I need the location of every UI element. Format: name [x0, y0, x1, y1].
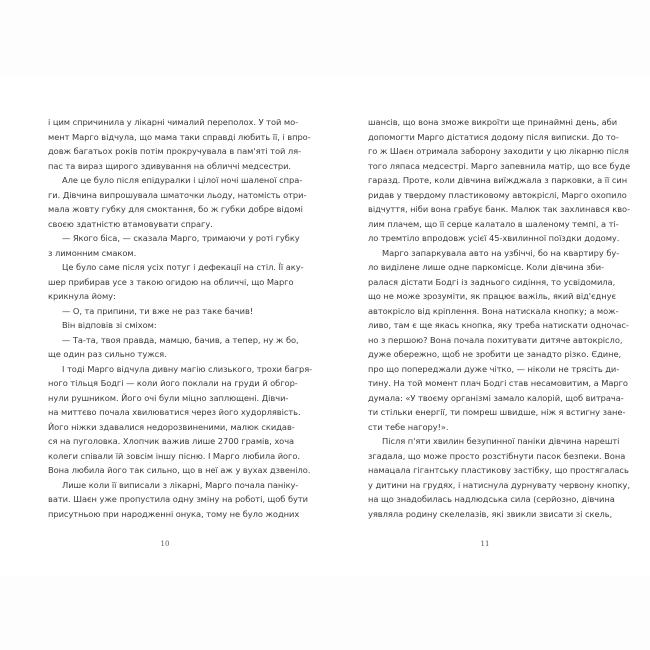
- text-line: ливо, там є ще якась кнопка, яку треба натискати одночас-: [368, 320, 629, 330]
- text-line: шер прибирав усе з такою огидою на обличчі, що Марго: [48, 276, 294, 287]
- text-line: на миттєво почала хвилюватися через його худорлявість.: [48, 407, 301, 417]
- text-line: присутньою при народженні онука, тому не було жодних: [48, 508, 300, 519]
- text-line: лим плачем, що її серце калатало в шаленому темпі, а ті-: [368, 218, 619, 229]
- text-line: Але це було після епідуралки і цілої ночі шаленої спра-: [62, 175, 303, 185]
- text-line: пас та вираз щирого здивування на обличчі медсестри.: [48, 160, 291, 171]
- text-line: ного тільця Бодгі — коли його поклали на груди й обгор-: [48, 378, 298, 388]
- text-line: і цим спричинила у лікарні чималий переполох. У той мо-: [48, 117, 299, 127]
- text-line: но з першою? Вона почала похитувати дитяче автокрісло,: [368, 334, 623, 345]
- text-line: Після п'яти хвилин безупинної паніки дівчина нарешті: [382, 436, 620, 446]
- text-line: дуже обережно, щоб не зробити це занадто різко. Єдине,: [368, 349, 622, 359]
- text-line: гаразд. Проте, коли дівчина виїжджала з парковки, а її син: [368, 175, 628, 185]
- text-line: ралася дістати Бодгі із заднього сидіння, то усвідомила,: [368, 276, 616, 287]
- text-line: ридав у твердому пластиковому автокріслі, Марго охопило: [368, 189, 627, 200]
- bottom-margin-band: [0, 575, 650, 650]
- text-line: ги. Дівчина випрошувала шматочки льоду, натомість отри-: [48, 189, 307, 200]
- text-line: тину. На той момент плач Бодгі став несамовитим, а Марго: [368, 378, 628, 388]
- text-line: Лише коли її виписали з лікарні, Марго почала паніку-: [62, 479, 299, 490]
- left-page-text: [48, 115, 313, 521]
- text-line: Він відповів зі сміхом:: [62, 320, 157, 330]
- text-line: — О, та припини, ти вже не раз таке бачив!: [62, 305, 254, 316]
- text-line: вати. Шаєн уже пропустила одну зміну на роботі, щоб бути: [48, 494, 309, 504]
- page-number-right: 11: [480, 540, 490, 548]
- text-line: того ляпаса медсестрі. Марго запевнила матір, що все буде: [368, 160, 631, 171]
- text-line: у дитини на грудях, і натиснула дурнувату червону кнопку,: [368, 479, 631, 490]
- text-line: уявляла родину скелелазів, які звикли звисати зі скель,: [368, 508, 613, 519]
- top-margin-band: [0, 0, 650, 75]
- text-line: ся на пуголовка. Хлопчик важив лише 2700 грамів, хоча: [48, 436, 295, 446]
- text-line: колеги співали їй зовсім іншу пісню. І Марго любила його.: [48, 450, 300, 461]
- text-line: Це було саме після усіх потуг і дефекації на стіл. Її аку-: [62, 262, 304, 272]
- text-line: намацала гігантську пластикову застібку, що простягалась: [368, 465, 629, 475]
- text-line: ти стільки енергії, ти помреш швидше, ніж я встигну зане-: [368, 407, 626, 417]
- text-line: допомогти Марго дістатися додому після виписки. До то-: [368, 131, 619, 142]
- text-line: го ж Шаєн отримала заборону заходити у цю лікарню після: [368, 146, 629, 156]
- text-line: на що знадобилась надлюдська сила (серйозно, дівчина: [368, 494, 615, 504]
- text-line: сти тебе нагору!».: [368, 421, 449, 432]
- text-line: думала: «У твоєму організмі замало калорій, щоб витрача-: [368, 392, 624, 403]
- text-line: ще один раз сильно тужся.: [48, 349, 167, 359]
- text-line: крикнула йому:: [48, 291, 116, 301]
- text-line: ло виділене лише одне паркомісце. Коли дівчина зби-: [368, 262, 604, 272]
- text-line: Вона любила його так сильно, що в неї аж у вухах дзвеніло.: [48, 465, 311, 475]
- text-line: згадала, що може просто розстібнути пасок безпеки. Вона: [368, 450, 626, 461]
- text-line: І тоді Марго відчула дивну магію слизького, трохи багря-: [62, 363, 313, 374]
- text-line: — Якого біса, — сказала Марго, тримаючи у роті губку: [62, 233, 300, 243]
- text-line: — Та-та, твоя правда, мамцю, бачив, а тепер, ну ж бо,: [62, 334, 299, 345]
- text-line: ло тремтіло впродовж усієї 45-хвилинної поїздки додому.: [368, 233, 620, 243]
- text-line: своєю здатністю втамовувати спрагу.: [48, 218, 213, 229]
- text-line: шансів, що вона зможе викроїти ще принаймні день, аби: [368, 117, 618, 127]
- text-line: довж багатьох років потім прокручувала в пам'яті той ля-: [48, 146, 302, 156]
- text-line: з лимонним смаком.: [48, 247, 137, 258]
- text-line: що не може зрозуміти, як працює важіль, який від'єднує: [368, 291, 616, 301]
- text-line: про що попереджали дуже чітко, — ніколи не трясіть ди-: [368, 363, 620, 374]
- text-line: відчуття, ніби вона грабує банк. Малюк так захлинався кво-: [368, 204, 631, 214]
- text-line: мала жовту губку для смоктання, бо ж губки добре відомі: [48, 204, 303, 214]
- text-line: Його ніжки здавалися недорозвиненими, малюк скидав-: [48, 421, 295, 432]
- text-line: автокрісло від кріплення. Вона натискала кнопку; а мож-: [368, 305, 619, 316]
- right-page-text: [368, 115, 631, 521]
- page-number-left: 10: [160, 540, 170, 548]
- text-line: нули рушником. Його очі були міцно заплющені. Дівчи-: [48, 392, 289, 403]
- text-line: мент Марго відчула, що мама таки справді любить її, і впро-: [48, 131, 311, 142]
- text-line: Марго запаркувала авто на узбіччі, бо на квартиру бу-: [382, 247, 620, 258]
